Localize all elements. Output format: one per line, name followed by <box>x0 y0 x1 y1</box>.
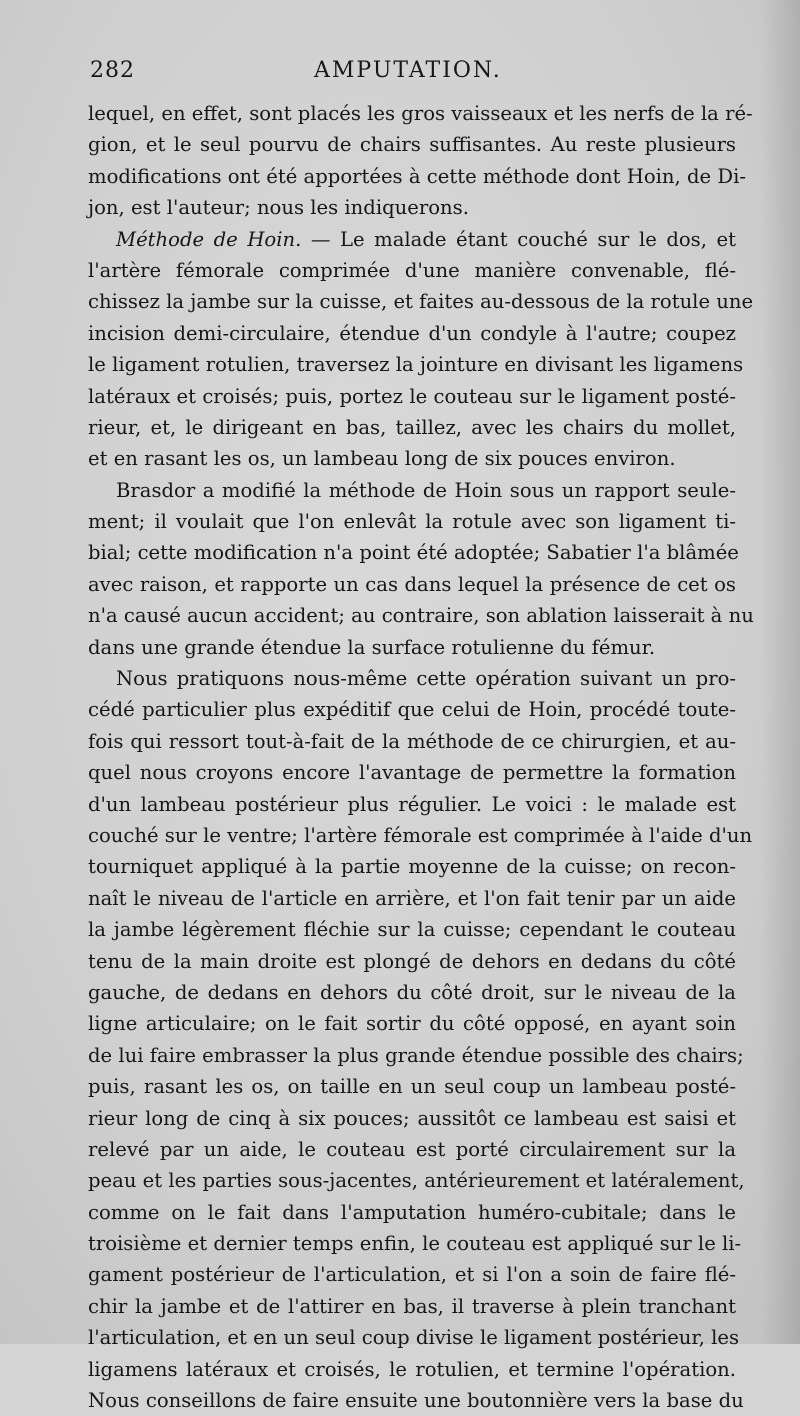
line-text: puis, rasant les os, on taille en un seul coup un lambeau posté- <box>88 1075 736 1099</box>
body-text <box>88 98 754 1416</box>
line-text: cédé particulier plus expéditif que celui de Hoin, procédé toute- <box>88 698 736 722</box>
line-text: bial; cette modification n'a point été adoptée; Sabatier l'a blâmée <box>88 541 739 565</box>
text-line <box>88 475 736 506</box>
italic-heading: Méthode de Hoin. <box>116 227 302 251</box>
line-text: gion, et le seul pourvu de chairs suffisantes. Au reste plusieurs <box>88 133 736 157</box>
line-text: jon, est l'auteur; nous les indiquerons. <box>88 196 469 220</box>
text-line <box>88 757 736 788</box>
text-line <box>88 1354 736 1385</box>
line-text: ligamens latéraux et croisés, le rotulien, et termine l'opération. <box>88 1357 736 1381</box>
text-line <box>88 1071 736 1102</box>
text-line <box>88 537 739 568</box>
text-line <box>88 946 736 977</box>
text-line <box>88 129 736 160</box>
line-text: latéraux et croisés; puis, portez le couteau sur le ligament posté- <box>88 384 736 408</box>
line-text: naît le niveau de l'article en arrière, et l'on fait tenir par un aide <box>88 886 736 910</box>
line-text: lequel, en effet, sont placés les gros vaisseaux et les nerfs de la ré- <box>88 102 753 125</box>
text-line <box>88 663 736 694</box>
line-text: ment; il voulait que l'on enlevât la rotule avec son ligament ti- <box>88 510 736 534</box>
line-text: et en rasant les os, un lambeau long de six pouces environ. <box>88 447 676 471</box>
text-line <box>88 1040 744 1071</box>
text-line <box>88 1322 739 1353</box>
text-line <box>88 286 754 317</box>
text-line <box>88 412 736 443</box>
line-text: gauche, de dedans en dehors du côté droit, sur le niveau de la <box>88 980 736 1004</box>
text-line <box>88 914 736 945</box>
text-line <box>88 1259 736 1290</box>
text-line <box>88 224 736 255</box>
line-text: troisième et dernier temps enfin, le couteau est appliqué sur le li- <box>88 1232 742 1256</box>
text-line <box>88 1134 736 1165</box>
text-line <box>88 1228 742 1259</box>
text-line <box>88 161 746 192</box>
line-text: la jambe légèrement fléchie sur la cuisse; cependant le couteau <box>88 918 736 942</box>
line-text: tourniquet appliqué à la partie moyenne de la cuisse; on recon- <box>88 855 736 879</box>
text-line <box>88 600 754 631</box>
line-text: — Le malade étant couché sur le dos, et <box>301 227 736 251</box>
text-line <box>88 1008 736 1039</box>
text-line <box>88 694 736 725</box>
line-text: rieur long de cinq à six pouces; aussitôt ce lambeau est saisi et <box>88 1106 736 1130</box>
line-text: Brasdor a modifié la méthode de Hoin sous un rapport seule- <box>116 478 736 502</box>
text-line <box>88 192 736 223</box>
line-text: incision demi-circulaire, étendue d'un condyle à l'autre; coupez <box>88 321 736 345</box>
text-line <box>88 381 736 412</box>
line-text: peau et les parties sous-jacentes, antérieurement et latéralement, <box>88 1169 745 1193</box>
page-number: 282 <box>90 58 135 83</box>
text-line <box>88 318 736 349</box>
text-line <box>88 255 736 286</box>
line-text: l'articulation, et en un seul coup divise le ligament postérieur, les <box>88 1326 739 1350</box>
line-text: n'a causé aucun accident; au contraire, son ablation laisserait à nu <box>88 604 754 628</box>
line-text: tenu de la main droite est plongé de dehors en dedans du côté <box>88 949 736 973</box>
text-line <box>88 726 736 757</box>
line-text: fois qui ressort tout-à-fait de la méthode de ce chirurgien, et au- <box>88 729 736 753</box>
text-line <box>88 1165 745 1196</box>
text-line <box>88 569 736 600</box>
text-line <box>88 977 736 1008</box>
line-text: comme on le fait dans l'amputation huméro-cubitale; dans le <box>88 1200 736 1224</box>
running-title: AMPUTATION. <box>314 58 502 83</box>
text-line <box>88 1103 736 1134</box>
text-line <box>88 632 736 663</box>
text-line <box>88 820 753 851</box>
text-line <box>88 789 736 820</box>
line-text: Nous pratiquons nous-même cette opération suivant un pro- <box>116 667 736 691</box>
line-text: relevé par un aide, le couteau est porté circulairement sur la <box>88 1137 736 1161</box>
line-text: gament postérieur de l'articulation, et si l'on a soin de faire flé- <box>88 1263 736 1287</box>
text-line <box>88 506 736 537</box>
line-text: dans une grande étendue la surface rotulienne du fémur. <box>88 635 656 659</box>
line-text: chir la jambe et de l'attirer en bas, il traverse à plein tranchant <box>88 1294 736 1318</box>
text-line <box>88 98 753 129</box>
text-line <box>88 1291 736 1322</box>
line-text: quel nous croyons encore l'avantage de permettre la formation <box>88 761 736 785</box>
line-text: ligne articulaire; on le fait sortir du côté opposé, en ayant soin <box>88 1012 736 1036</box>
line-text: Nous conseillons de faire ensuite une boutonnière vers la base du <box>88 1389 744 1413</box>
line-text: couché sur le ventre; l'artère fémorale est comprimée à l'aide d'un <box>88 823 753 847</box>
text-line <box>88 443 736 474</box>
page-edge-shadow <box>760 0 800 1344</box>
line-text: avec raison, et rapporte un cas dans lequel la présence de cet os <box>88 572 736 596</box>
line-text: de lui faire embrasser la plus grande étendue possible des chairs; <box>88 1043 744 1067</box>
line-text: d'un lambeau postérieur plus régulier. Le voici : le malade est <box>88 792 736 816</box>
line-text: chissez la jambe sur la cuisse, et faites au-dessous de la rotule une <box>88 290 754 314</box>
line-text: le ligament rotulien, traversez la jointure en divisant les ligamens <box>88 353 744 377</box>
page-header <box>90 58 738 94</box>
line-text: l'artère fémorale comprimée d'une manière convenable, flé- <box>88 258 736 282</box>
line-text: modifications ont été apportées à cette méthode dont Hoin, de Di- <box>88 164 746 188</box>
text-line <box>88 1385 744 1416</box>
text-line <box>88 883 736 914</box>
text-line <box>88 1197 736 1228</box>
text-line <box>88 851 736 882</box>
text-line <box>88 349 744 380</box>
line-text: rieur, et, le dirigeant en bas, taillez, avec les chairs du mollet, <box>88 415 736 439</box>
